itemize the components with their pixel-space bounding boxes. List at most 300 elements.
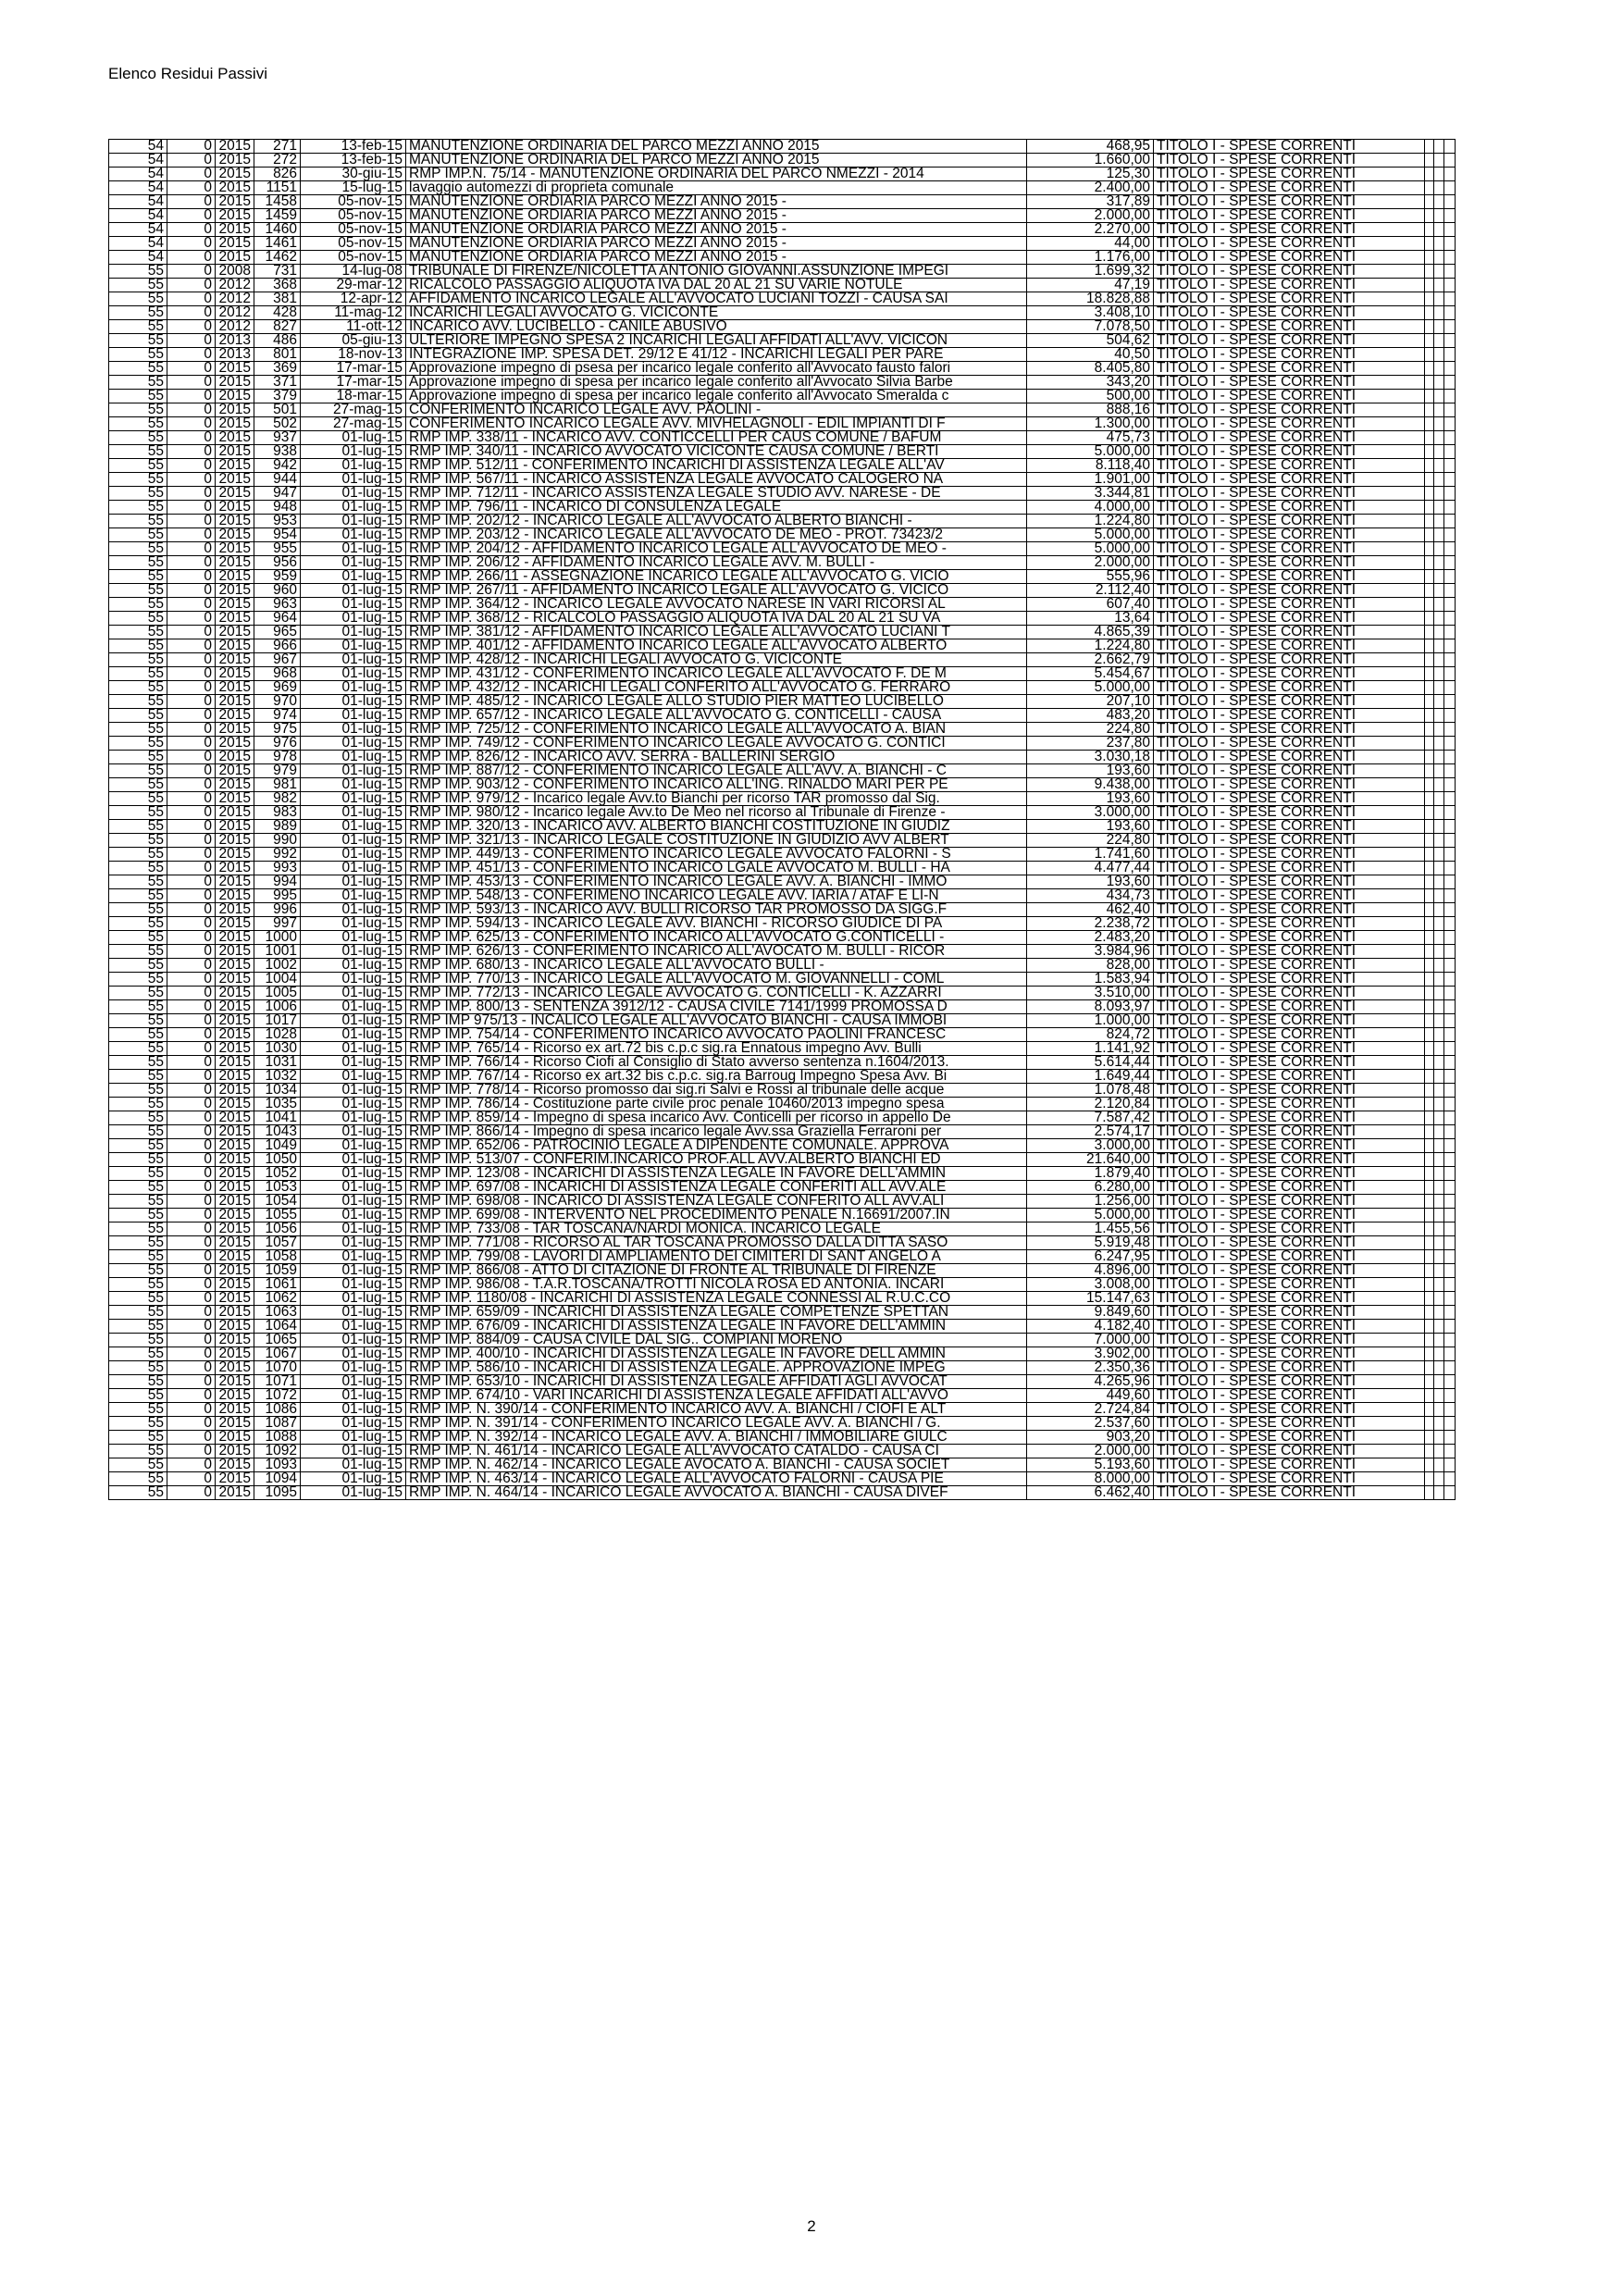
empty-cell [1444, 390, 1456, 403]
data-cell: 01-lug-15 [301, 1195, 406, 1209]
data-cell: 01-lug-15 [301, 639, 406, 653]
data-cell: 17-mar-15 [301, 376, 406, 390]
anno-cell: 2015 [216, 1389, 254, 1403]
descrizione-cell: RMP IMP. 698/08 - INCARICO DI ASSISTENZA LEGALE CONFERITO ALL AVV.ALI [406, 1195, 1027, 1209]
descrizione-cell: RMP IMP. 697/08 - INCARICHI DI ASSISTENZA LEGALE CONFERITI ALL AVV.ALE [406, 1181, 1027, 1195]
titolo-cell: TITOLO I - SPESE CORRENTI [1154, 778, 1425, 792]
table-row [109, 723, 1456, 737]
table-row [109, 903, 1456, 917]
data-cell: 01-lug-15 [301, 1056, 406, 1070]
empty-cell [1434, 862, 1444, 875]
articolo-cell: 0 [167, 1222, 216, 1236]
empty-cell [1434, 445, 1444, 459]
capitolo-cell: 55 [109, 570, 167, 584]
empty-cell [1444, 168, 1456, 181]
articolo-cell: 0 [167, 1458, 216, 1472]
importo-cell: 4.865,39 [1027, 626, 1154, 639]
descrizione-cell: RMP IMP. 400/10 - INCARICHI DI ASSISTENZA LEGALE IN FAVORE DELL AMMIN [406, 1347, 1027, 1361]
importo-cell: 5.000,00 [1027, 445, 1154, 459]
articolo-cell: 0 [167, 168, 216, 181]
titolo-cell: TITOLO I - SPESE CORRENTI [1154, 1056, 1425, 1070]
empty-cell [1444, 612, 1456, 626]
anno-cell: 2015 [216, 1458, 254, 1472]
anno-cell: 2015 [216, 542, 254, 556]
table-row [109, 348, 1456, 362]
anno-cell: 2015 [216, 556, 254, 570]
numero-impegno-cell: 970 [254, 695, 301, 709]
empty-cell [1434, 181, 1444, 195]
empty-cell [1444, 1056, 1456, 1070]
anno-cell: 2015 [216, 237, 254, 251]
descrizione-cell: RMP IMP. 267/11 - AFFIDAMENTO INCARICO LEGALE ALL'AVVOCATO G. VICICO [406, 584, 1027, 598]
articolo-cell: 0 [167, 570, 216, 584]
empty-cell [1444, 570, 1456, 584]
anno-cell: 2015 [216, 1334, 254, 1347]
anno-cell: 2015 [216, 1111, 254, 1125]
empty-cell [1434, 1250, 1444, 1264]
empty-cell [1425, 903, 1434, 917]
empty-cell [1434, 1014, 1444, 1028]
anno-cell: 2015 [216, 1042, 254, 1056]
articolo-cell: 0 [167, 1264, 216, 1278]
data-cell: 05-nov-15 [301, 195, 406, 209]
articolo-cell: 0 [167, 1278, 216, 1292]
descrizione-cell: RMP IMP. 548/13 - CONFERIMENO INCARICO LEGALE AVV. IARIA / ATAF E LI-N [406, 889, 1027, 903]
capitolo-cell: 55 [109, 1111, 167, 1125]
numero-impegno-cell: 1065 [254, 1334, 301, 1347]
empty-cell [1444, 1139, 1456, 1153]
numero-impegno-cell: 959 [254, 570, 301, 584]
descrizione-cell: RMP IMP. 594/13 - INCARICO LEGALE AVV. BIANCHI - RICORSO GIUDICE DI PA [406, 917, 1027, 931]
importo-cell: 8.093,97 [1027, 1000, 1154, 1014]
empty-cell [1425, 1125, 1434, 1139]
capitolo-cell: 55 [109, 334, 167, 348]
importo-cell: 6.462,40 [1027, 1486, 1154, 1500]
descrizione-cell: RMP IMP. 771/08 - RICORSO AL TAR TOSCANA PROMOSSO DALLA DITTA SASO [406, 1236, 1027, 1250]
empty-cell [1434, 1084, 1444, 1098]
empty-cell [1425, 570, 1434, 584]
empty-cell [1444, 792, 1456, 806]
titolo-cell: TITOLO I - SPESE CORRENTI [1154, 1375, 1425, 1389]
empty-cell [1444, 1472, 1456, 1486]
anno-cell: 2015 [216, 445, 254, 459]
table-row [109, 1125, 1456, 1139]
table-row [109, 473, 1456, 487]
articolo-cell: 0 [167, 1014, 216, 1028]
importo-cell: 5.919,48 [1027, 1236, 1154, 1250]
titolo-cell: TITOLO I - SPESE CORRENTI [1154, 1320, 1425, 1334]
anno-cell: 2015 [216, 667, 254, 681]
empty-cell [1434, 1070, 1444, 1084]
table-row [109, 1250, 1456, 1264]
numero-impegno-cell: 994 [254, 875, 301, 889]
anno-cell: 2015 [216, 390, 254, 403]
importo-cell: 193,60 [1027, 820, 1154, 834]
empty-cell [1425, 154, 1434, 168]
empty-cell [1444, 1375, 1456, 1389]
capitolo-cell: 55 [109, 653, 167, 667]
titolo-cell: TITOLO I - SPESE CORRENTI [1154, 501, 1425, 515]
empty-cell [1425, 1028, 1434, 1042]
anno-cell: 2015 [216, 362, 254, 376]
empty-cell [1425, 778, 1434, 792]
titolo-cell: TITOLO I - SPESE CORRENTI [1154, 334, 1425, 348]
anno-cell: 2015 [216, 751, 254, 764]
empty-cell [1444, 1125, 1456, 1139]
importo-cell: 1.901,00 [1027, 473, 1154, 487]
anno-cell: 2015 [216, 1486, 254, 1500]
anno-cell: 2015 [216, 195, 254, 209]
table-row [109, 1486, 1456, 1500]
empty-cell [1444, 723, 1456, 737]
data-cell: 01-lug-15 [301, 431, 406, 445]
titolo-cell: TITOLO I - SPESE CORRENTI [1154, 1042, 1425, 1056]
descrizione-cell: RMP IMP. 749/12 - CONFERIMENTO INCARICO LEGALE AVVOCATO G. CONTICI [406, 737, 1027, 751]
descrizione-cell: RMP IMP. 626/13 - CONFERIMENTO INCARICO ALL'AVOCATO M. BULLI - RICOR [406, 945, 1027, 959]
residui-table-body [109, 140, 1456, 1500]
empty-cell [1434, 737, 1444, 751]
empty-cell [1444, 1111, 1456, 1125]
importo-cell: 125,30 [1027, 168, 1154, 181]
importo-cell: 504,62 [1027, 334, 1154, 348]
articolo-cell: 0 [167, 501, 216, 515]
data-cell: 01-lug-15 [301, 653, 406, 667]
data-cell: 01-lug-15 [301, 695, 406, 709]
capitolo-cell: 55 [109, 431, 167, 445]
empty-cell [1434, 1111, 1444, 1125]
anno-cell: 2015 [216, 1125, 254, 1139]
numero-impegno-cell: 826 [254, 168, 301, 181]
anno-cell: 2015 [216, 1084, 254, 1098]
importo-cell: 9.849,60 [1027, 1306, 1154, 1320]
numero-impegno-cell: 1058 [254, 1250, 301, 1264]
descrizione-cell: MANUTENZIONE ORDIARIA PARCO MEZZI ANNO 2015 - [406, 237, 1027, 251]
empty-cell [1444, 973, 1456, 987]
table-row [109, 1098, 1456, 1111]
anno-cell: 2015 [216, 140, 254, 154]
empty-cell [1434, 334, 1444, 348]
table-row [109, 875, 1456, 889]
empty-cell [1444, 1417, 1456, 1431]
titolo-cell: TITOLO I - SPESE CORRENTI [1154, 1278, 1425, 1292]
descrizione-cell: RMP IMP. 659/09 - INCARICHI DI ASSISTENZA LEGALE COMPETENZE SPETTAN [406, 1306, 1027, 1320]
anno-cell: 2015 [216, 501, 254, 515]
empty-cell [1444, 181, 1456, 195]
anno-cell: 2015 [216, 1056, 254, 1070]
numero-impegno-cell: 938 [254, 445, 301, 459]
anno-cell: 2015 [216, 792, 254, 806]
empty-cell [1425, 445, 1434, 459]
table-row [109, 1361, 1456, 1375]
titolo-cell: TITOLO I - SPESE CORRENTI [1154, 154, 1425, 168]
descrizione-cell: RMP IMP.N. 75/14 - MANUTENZIONE ORDINARIA DEL PARCO NMEZZI - 2014 [406, 168, 1027, 181]
articolo-cell: 0 [167, 681, 216, 695]
anno-cell: 2015 [216, 1153, 254, 1167]
empty-cell [1444, 473, 1456, 487]
empty-cell [1425, 681, 1434, 695]
numero-impegno-cell: 1043 [254, 1125, 301, 1139]
capitolo-cell: 54 [109, 251, 167, 265]
empty-cell [1425, 820, 1434, 834]
capitolo-cell: 55 [109, 1125, 167, 1139]
empty-cell [1434, 903, 1444, 917]
residui-table [108, 139, 1456, 1500]
data-cell: 17-mar-15 [301, 362, 406, 376]
descrizione-cell: RMP IMP. 453/13 - CONFERIMENTO INCARICO LEGALE AVV. A. BIANCHI - IMMO [406, 875, 1027, 889]
empty-cell [1434, 306, 1444, 320]
importo-cell: 237,80 [1027, 737, 1154, 751]
table-row [109, 556, 1456, 570]
numero-impegno-cell: 1086 [254, 1403, 301, 1417]
data-cell: 01-lug-15 [301, 1153, 406, 1167]
capitolo-cell: 54 [109, 195, 167, 209]
titolo-cell: TITOLO I - SPESE CORRENTI [1154, 1264, 1425, 1278]
anno-cell: 2015 [216, 875, 254, 889]
descrizione-cell: RMP IMP. 699/08 - INTERVENTO NEL PROCEDIMENTO PENALE N.16691/2007.IN [406, 1209, 1027, 1222]
capitolo-cell: 55 [109, 1236, 167, 1250]
capitolo-cell: 55 [109, 473, 167, 487]
descrizione-cell: MANUTENZIONE ORDINARIA DEL PARCO MEZZI ANNO 2015 [406, 154, 1027, 168]
numero-impegno-cell: 995 [254, 889, 301, 903]
table-row [109, 653, 1456, 667]
numero-impegno-cell: 966 [254, 639, 301, 653]
table-row [109, 154, 1456, 168]
articolo-cell: 0 [167, 1070, 216, 1084]
capitolo-cell: 55 [109, 1139, 167, 1153]
empty-cell [1425, 1306, 1434, 1320]
titolo-cell: TITOLO I - SPESE CORRENTI [1154, 1306, 1425, 1320]
importo-cell: 824,72 [1027, 1028, 1154, 1042]
empty-cell [1444, 459, 1456, 473]
articolo-cell: 0 [167, 667, 216, 681]
empty-cell [1425, 917, 1434, 931]
titolo-cell: TITOLO I - SPESE CORRENTI [1154, 403, 1425, 417]
table-row [109, 334, 1456, 348]
anno-cell: 2015 [216, 695, 254, 709]
table-row [109, 515, 1456, 528]
numero-impegno-cell: 1054 [254, 1195, 301, 1209]
descrizione-cell: RMP IMP. 449/13 - CONFERIMENTO INCARICO LEGALE AVVOCATO FALORNI - S [406, 848, 1027, 862]
capitolo-cell: 55 [109, 917, 167, 931]
empty-cell [1444, 737, 1456, 751]
titolo-cell: TITOLO I - SPESE CORRENTI [1154, 764, 1425, 778]
descrizione-cell: RMP IMP. 123/08 - INCARICHI DI ASSISTENZA LEGALE IN FAVORE DELL'AMMIN [406, 1167, 1027, 1181]
anno-cell: 2015 [216, 1028, 254, 1042]
titolo-cell: TITOLO I - SPESE CORRENTI [1154, 1222, 1425, 1236]
titolo-cell: TITOLO I - SPESE CORRENTI [1154, 848, 1425, 862]
empty-cell [1434, 348, 1444, 362]
descrizione-cell: RMP IMP. 428/12 - INCARICHI LEGALI AVVOCATO G. VICICONTE [406, 653, 1027, 667]
empty-cell [1425, 403, 1434, 417]
articolo-cell: 0 [167, 875, 216, 889]
articolo-cell: 0 [167, 1250, 216, 1264]
empty-cell [1444, 848, 1456, 862]
empty-cell [1444, 292, 1456, 306]
table-row [109, 390, 1456, 403]
numero-impegno-cell: 1071 [254, 1375, 301, 1389]
articolo-cell: 0 [167, 639, 216, 653]
empty-cell [1444, 1084, 1456, 1098]
data-cell: 05-nov-15 [301, 209, 406, 223]
data-cell: 01-lug-15 [301, 862, 406, 875]
articolo-cell: 0 [167, 626, 216, 639]
importo-cell: 607,40 [1027, 598, 1154, 612]
empty-cell [1444, 445, 1456, 459]
empty-cell [1434, 362, 1444, 376]
anno-cell: 2015 [216, 889, 254, 903]
titolo-cell: TITOLO I - SPESE CORRENTI [1154, 806, 1425, 820]
articolo-cell: 0 [167, 1347, 216, 1361]
data-cell: 27-mag-15 [301, 403, 406, 417]
data-cell: 01-lug-15 [301, 1334, 406, 1347]
capitolo-cell: 55 [109, 723, 167, 737]
descrizione-cell: RMP IMP. 786/14 - Costituzione parte civile proc penale 10460/2013 impegno spesa [406, 1098, 1027, 1111]
empty-cell [1444, 320, 1456, 334]
empty-cell [1425, 306, 1434, 320]
table-row [109, 1167, 1456, 1181]
descrizione-cell: RMP IMP. 903/12 - CONFERIMENTO INCARICO ALL'ING. RINALDO MARI PER PE [406, 778, 1027, 792]
descrizione-cell: RMP IMP. 652/06 - PATROCINIO LEGALE A DIPENDENTE COMUNALE. APPROVA [406, 1139, 1027, 1153]
anno-cell: 2015 [216, 473, 254, 487]
data-cell: 01-lug-15 [301, 737, 406, 751]
numero-impegno-cell: 948 [254, 501, 301, 515]
numero-impegno-cell: 272 [254, 154, 301, 168]
anno-cell: 2012 [216, 292, 254, 306]
articolo-cell: 0 [167, 431, 216, 445]
empty-cell [1425, 1195, 1434, 1209]
articolo-cell: 0 [167, 612, 216, 626]
empty-cell [1434, 1264, 1444, 1278]
numero-impegno-cell: 960 [254, 584, 301, 598]
data-cell: 05-giu-13 [301, 334, 406, 348]
importo-cell: 1.879,40 [1027, 1167, 1154, 1181]
empty-cell [1425, 612, 1434, 626]
data-cell: 01-lug-15 [301, 1417, 406, 1431]
numero-impegno-cell: 981 [254, 778, 301, 792]
empty-cell [1425, 973, 1434, 987]
titolo-cell: TITOLO I - SPESE CORRENTI [1154, 1014, 1425, 1028]
importo-cell: 15.147,63 [1027, 1292, 1154, 1306]
titolo-cell: TITOLO I - SPESE CORRENTI [1154, 279, 1425, 292]
data-cell: 01-lug-15 [301, 764, 406, 778]
capitolo-cell: 54 [109, 209, 167, 223]
descrizione-cell: RMP IMP. 770/13 - INCARICO LEGALE ALL'AVVOCATO M. GIOVANNELLI - COML [406, 973, 1027, 987]
titolo-cell: TITOLO I - SPESE CORRENTI [1154, 1028, 1425, 1042]
empty-cell [1444, 1167, 1456, 1181]
articolo-cell: 0 [167, 1320, 216, 1334]
empty-cell [1444, 237, 1456, 251]
articolo-cell: 0 [167, 1056, 216, 1070]
importo-cell: 13,64 [1027, 612, 1154, 626]
table-row [109, 292, 1456, 306]
articolo-cell: 0 [167, 1236, 216, 1250]
articolo-cell: 0 [167, 903, 216, 917]
empty-cell [1425, 487, 1434, 501]
titolo-cell: TITOLO I - SPESE CORRENTI [1154, 1195, 1425, 1209]
numero-impegno-cell: 979 [254, 764, 301, 778]
data-cell: 01-lug-15 [301, 667, 406, 681]
empty-cell [1434, 820, 1444, 834]
numero-impegno-cell: 1064 [254, 1320, 301, 1334]
data-cell: 01-lug-15 [301, 1389, 406, 1403]
empty-cell [1425, 737, 1434, 751]
titolo-cell: TITOLO I - SPESE CORRENTI [1154, 265, 1425, 279]
anno-cell: 2015 [216, 1347, 254, 1361]
capitolo-cell: 54 [109, 154, 167, 168]
empty-cell [1425, 1139, 1434, 1153]
importo-cell: 5.454,67 [1027, 667, 1154, 681]
titolo-cell: TITOLO I - SPESE CORRENTI [1154, 1458, 1425, 1472]
empty-cell [1434, 556, 1444, 570]
descrizione-cell: RMP IMP. 338/11 - INCARICO AVV. CONTICCELLI PER CAUS COMUNE / BAFUM [406, 431, 1027, 445]
table-row [109, 959, 1456, 973]
table-row [109, 459, 1456, 473]
descrizione-cell: RMP IMP. 766/14 - Ricorso Ciofi al Consiglio di Stato avverso sentenza n.1604/2013. [406, 1056, 1027, 1070]
importo-cell: 44,00 [1027, 237, 1154, 251]
empty-cell [1434, 1125, 1444, 1139]
descrizione-cell: RMP IMP. 512/11 - CONFERIMENTO INCARICHI DI ASSISTENZA LEGALE ALL'AV [406, 459, 1027, 473]
empty-cell [1434, 292, 1444, 306]
capitolo-cell: 55 [109, 848, 167, 862]
descrizione-cell: MANUTENZIONE ORDIARIA PARCO MEZZI ANNO 2015 - [406, 209, 1027, 223]
anno-cell: 2015 [216, 1181, 254, 1195]
capitolo-cell: 54 [109, 237, 167, 251]
empty-cell [1425, 542, 1434, 556]
anno-cell: 2015 [216, 459, 254, 473]
descrizione-cell: RMP IMP. 866/14 - Impegno di spesa incarico legale Avv.ssa Graziella Ferraroni per [406, 1125, 1027, 1139]
empty-cell [1444, 1042, 1456, 1056]
anno-cell: 2015 [216, 639, 254, 653]
anno-cell: 2015 [216, 737, 254, 751]
anno-cell: 2015 [216, 973, 254, 987]
descrizione-cell: ULTERIORE IMPEGNO SPESA 2 INCARICHI LEGALI AFFIDATI ALL'AVV. VICICON [406, 334, 1027, 348]
descrizione-cell: RMP IMP. 513/07 - CONFERIM.INCARICO PROF.ALL AVV.ALBERTO BIANCHI ED [406, 1153, 1027, 1167]
importo-cell: 2.112,40 [1027, 584, 1154, 598]
table-row [109, 584, 1456, 598]
anno-cell: 2015 [216, 403, 254, 417]
titolo-cell: TITOLO I - SPESE CORRENTI [1154, 140, 1425, 154]
articolo-cell: 0 [167, 209, 216, 223]
empty-cell [1425, 848, 1434, 862]
numero-impegno-cell: 1030 [254, 1042, 301, 1056]
empty-cell [1425, 1014, 1434, 1028]
table-row [109, 1347, 1456, 1361]
numero-impegno-cell: 982 [254, 792, 301, 806]
empty-cell [1425, 653, 1434, 667]
articolo-cell: 0 [167, 320, 216, 334]
empty-cell [1434, 1361, 1444, 1375]
anno-cell: 2015 [216, 1431, 254, 1445]
anno-cell: 2015 [216, 1014, 254, 1028]
empty-cell [1444, 1458, 1456, 1472]
descrizione-cell: RMP IMP. 451/13 - CONFERIMENTO INCARICO LGALE AVVOCATO M. BULLI - HA [406, 862, 1027, 875]
table-row [109, 1264, 1456, 1278]
empty-cell [1434, 1222, 1444, 1236]
data-cell: 01-lug-15 [301, 681, 406, 695]
numero-impegno-cell: 1095 [254, 1486, 301, 1500]
titolo-cell: TITOLO I - SPESE CORRENTI [1154, 667, 1425, 681]
empty-cell [1434, 848, 1444, 862]
numero-impegno-cell: 1094 [254, 1472, 301, 1486]
capitolo-cell: 55 [109, 265, 167, 279]
table-row [109, 1334, 1456, 1347]
importo-cell: 2.000,00 [1027, 556, 1154, 570]
capitolo-cell: 55 [109, 445, 167, 459]
empty-cell [1425, 1389, 1434, 1403]
capitolo-cell: 55 [109, 376, 167, 390]
empty-cell [1444, 751, 1456, 764]
data-cell: 27-mag-15 [301, 417, 406, 431]
